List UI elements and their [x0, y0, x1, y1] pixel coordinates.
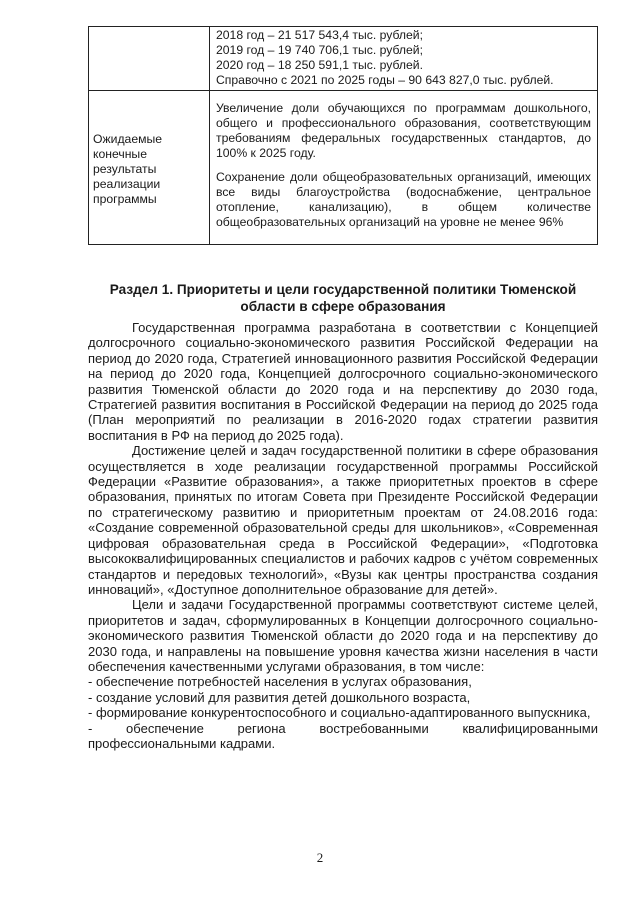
section-body: [88, 320, 598, 751]
funding-line: 2018 год – 21 517 543,4 тыс. рублей;: [216, 28, 423, 42]
table-row-results: [89, 91, 598, 245]
body-paragraph: Цели и задачи Государственной программы соответствуют системе целей, приоритетов и задач, сформулированных в Концепции долгосрочного социально-экономического развития Тюменской области до 2020 года и на перспективу до 2030 года, и направлены на повышение уровня качества жизни населения в части обеспечения качественными услугами образования, в том числе:: [88, 597, 598, 674]
page-number: 2: [316, 850, 324, 865]
results-paragraph: Сохранение доли общеобразовательных организаций, имеющих все виды благоустройства (водоснабжение, центральное отопление, канализацию), в общем количестве общеобразовательных организаций на уровне не менее 96%: [216, 170, 591, 229]
section-heading: Раздел 1. Приоритеты и цели государственной политики Тюменской области в сфере образования: [109, 282, 577, 314]
table-row-funding: [89, 27, 598, 91]
body-paragraph: Достижение целей и задач государственной политики в сфере образования осуществляется в ходе реализации государственной программы Российской Федерации «Развитие образования», а также приоритетных проектов в сфере образования, принятых по итогам Совета при Президенте Российской Федерации по стратегическому развитию и приоритетным проектам от 24.08.2016 года: «Создание современной образовательной среды для школьников», «Современная цифровая образовательная среда в Российской Федерации», «Подготовка высококвалифицированных специалистов и рабочих кадров с учётом современных стандартов и передовых технологий», «Вузы как центры пространства создания инноваций», «Доступное дополнительное образование для детей».: [88, 443, 598, 597]
table-cell-results: [210, 91, 598, 245]
funding-line: 2020 год – 18 250 591,1 тыс. рублей.: [216, 58, 423, 72]
passport-table: [88, 26, 598, 245]
list-item: - создание условий для развития детей дошкольного возраста,: [88, 689, 471, 705]
list-item: - обеспечение региона востребованными квалифицированными профессиональными кадрами.: [88, 720, 598, 751]
table-cell-results-label: [89, 91, 210, 245]
table-cell-funding: [210, 27, 598, 91]
funding-line: Справочно с 2021 по 2025 годы – 90 643 827,0 тыс. рублей.: [216, 73, 554, 87]
table-cell-left-empty: [89, 27, 210, 91]
list-item: - формирование конкурентоспособного и социально-адаптированного выпускника,: [88, 705, 591, 721]
results-paragraph: Увеличение доли обучающихся по программам дошкольного, общего и профессионального образования, соответствующим требованиям федеральных государственных стандартов, до 100% к 2025 году.: [216, 101, 591, 160]
body-paragraph: Государственная программа разработана в соответствии с Концепцией долгосрочного социально-экономического развития Российской Федерации на период до 2020 года, Стратегией инновационного развития Российской Федерации на период до 2020 года, Концепцией долгосрочного социально-экономического развития Тюменской области до 2020 года и на перспективу до 2030 года, Стратегией развития воспитания в Российской Федерации на период до 2025 года (План мероприятий по реализации в 2016-2020 годах стратегии развития воспитания в РФ на период до 2025 года).: [88, 320, 598, 443]
list-item: - обеспечение потребностей населения в услугах образования,: [88, 674, 472, 690]
funding-line: 2019 год – 19 740 706,1 тыс. рублей;: [216, 43, 423, 57]
results-label: Ожидаемые конечные результаты реализации программы: [93, 132, 163, 206]
